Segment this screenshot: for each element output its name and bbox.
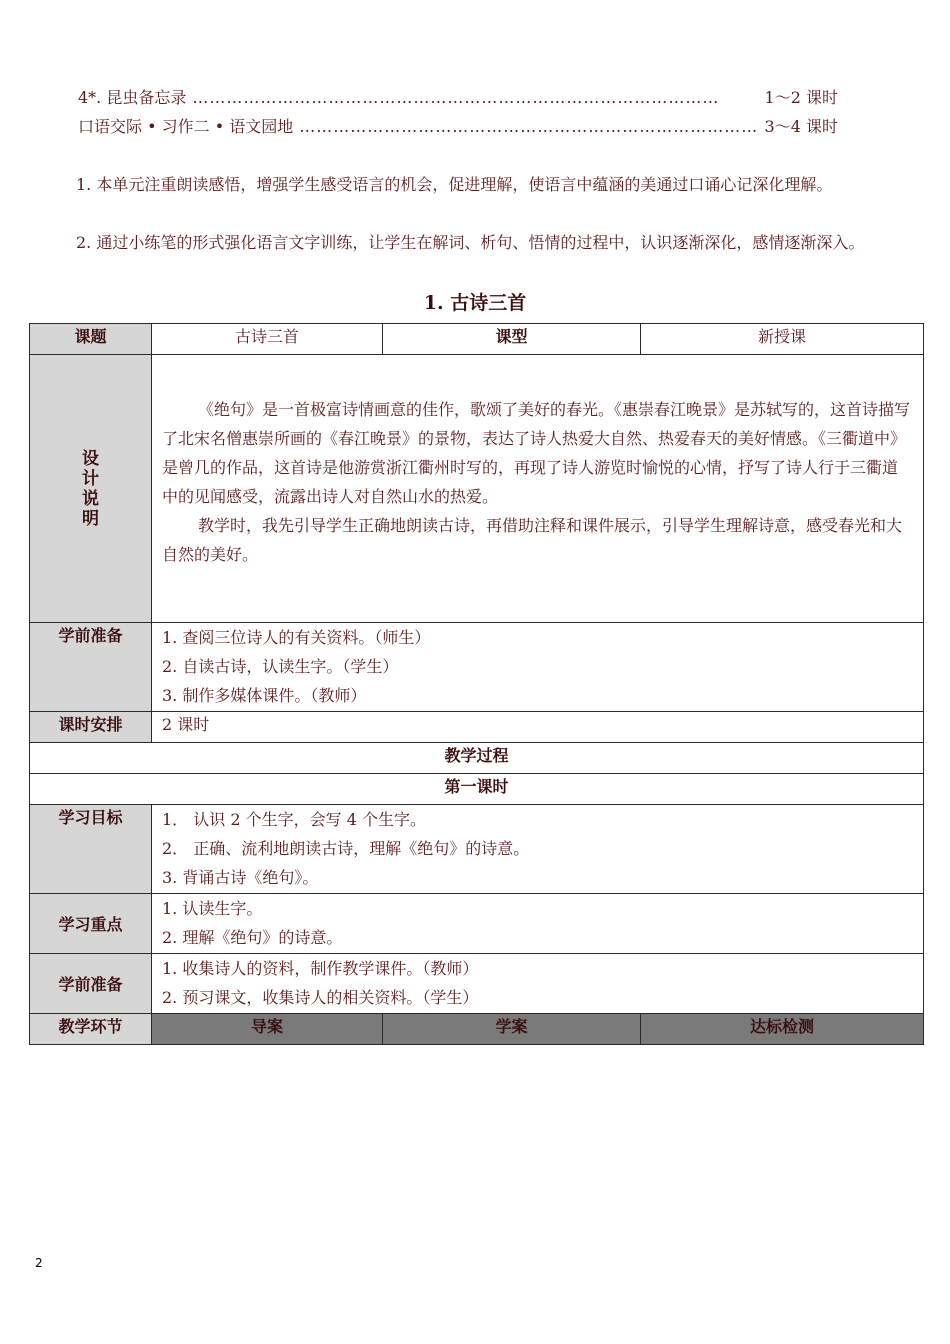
topic-value: 古诗三首 xyxy=(152,324,383,355)
prep-label: 学前准备 xyxy=(30,623,152,712)
prep-list xyxy=(152,623,924,712)
goals-row xyxy=(30,805,924,894)
prep2-list xyxy=(152,954,924,1014)
toc-line-2 xyxy=(78,114,838,137)
design-label-vertical xyxy=(82,449,100,529)
process-row xyxy=(30,743,924,774)
design-paragraph-1: 《绝句》是一首极富诗情画意的佳作，歌颂了美好的春光。《惠崇春江晚景》是苏轼写的，这首诗描写了北宋名僧惠崇所画的《春江晚景》的景物，表达了诗人热爱大自然、热爱春天的美好情感。《三衢道中》是曾几的作品，这首诗是他游赏浙江衢州时写的，再现了诗人游览时愉悦的心情，抒写了诗人行于三衢道中的见闻感受，流露出诗人对自然山水的热爱。 xyxy=(162,400,911,506)
footer-row xyxy=(30,1014,924,1045)
list-item: 2. 预习课文，收集诗人的相关资料。（学生） xyxy=(162,988,479,1007)
schedule-value: 2 课时 xyxy=(152,712,924,743)
footer-col-student: 学案 xyxy=(383,1014,641,1045)
prep2-row xyxy=(30,954,924,1014)
toc-hours: 1～2 课时 xyxy=(764,88,838,107)
topic-row xyxy=(30,324,924,355)
prep2-label: 学前准备 xyxy=(30,954,152,1014)
focus-list xyxy=(152,894,924,954)
list-item: 1. 查阅三位诗人的有关资料。（师生） xyxy=(162,628,431,647)
toc-hours: 3～4 课时 xyxy=(764,117,838,136)
page-number: 2 xyxy=(35,1256,43,1270)
list-item: 2. 自读古诗，认读生字。（学生） xyxy=(162,657,399,676)
design-label-char: 明 xyxy=(82,508,99,529)
type-label: 课型 xyxy=(383,324,641,355)
toc-title: 口语交际 • 习作二 • 语文园地 xyxy=(78,117,294,136)
goals-label: 学习目标 xyxy=(30,805,152,894)
footer-col-assessment: 达标检测 xyxy=(641,1014,924,1045)
design-label-char: 设 xyxy=(82,448,99,469)
lesson-title: 1. 古诗三首 xyxy=(423,292,527,314)
toc-title: 4*. 昆虫备忘录 xyxy=(78,88,187,107)
design-description xyxy=(152,355,924,623)
design-label-char: 计 xyxy=(82,468,99,489)
list-item: 2. 理解《绝句》的诗意。 xyxy=(162,928,343,947)
design-label-char: 说 xyxy=(82,488,99,509)
list-item: 3. 制作多媒体课件。（教师） xyxy=(162,686,367,705)
design-paragraph-2: 教学时，我先引导学生正确地朗读古诗，再借助注释和课件展示，引导学生理解诗意，感受春光和大自然的美好。 xyxy=(162,516,903,564)
focus-row xyxy=(30,894,924,954)
period-title: 第一课时 xyxy=(30,774,924,805)
list-item: 1. 收集诗人的资料，制作教学课件。（教师） xyxy=(162,959,479,978)
footer-col-teacher: 导案 xyxy=(152,1014,383,1045)
list-item: 1． 认识 2 个生字，会写 4 个生字。 xyxy=(162,810,426,829)
focus-label: 学习重点 xyxy=(30,894,152,954)
type-value: 新授课 xyxy=(641,324,924,355)
lesson-plan-table xyxy=(29,323,924,1045)
toc-leader-dots: ……………………………………………………………………… xyxy=(299,117,759,136)
topic-label: 课题 xyxy=(30,324,152,355)
list-item: 2． 正确、流利地朗读古诗，理解《绝句》的诗意。 xyxy=(162,839,530,858)
footer-col-stage: 教学环节 xyxy=(30,1014,152,1045)
design-row xyxy=(30,355,924,623)
intro-paragraph-1: 1. 本单元注重朗读感悟，增强学生感受语言的机会，促进理解，使语言中蕴涵的美通过口诵心记深化理解。 xyxy=(76,175,833,194)
schedule-label: 课时安排 xyxy=(30,712,152,743)
intro-paragraph-2: 2. 通过小练笔的形式强化语言文字训练，让学生在解词、析句、悟情的过程中，认识逐渐深化，感情逐渐深入。 xyxy=(76,233,865,252)
toc-line-1 xyxy=(78,85,838,108)
period-row xyxy=(30,774,924,805)
list-item: 3. 背诵古诗《绝句》。 xyxy=(162,868,319,887)
schedule-row xyxy=(30,712,924,743)
toc-leader-dots: ………………………………………………………………………………… xyxy=(192,88,720,107)
design-label xyxy=(30,355,152,623)
prep-row xyxy=(30,623,924,712)
list-item: 1. 认读生字。 xyxy=(162,899,263,918)
process-title: 教学过程 xyxy=(30,743,924,774)
goals-list xyxy=(152,805,924,894)
